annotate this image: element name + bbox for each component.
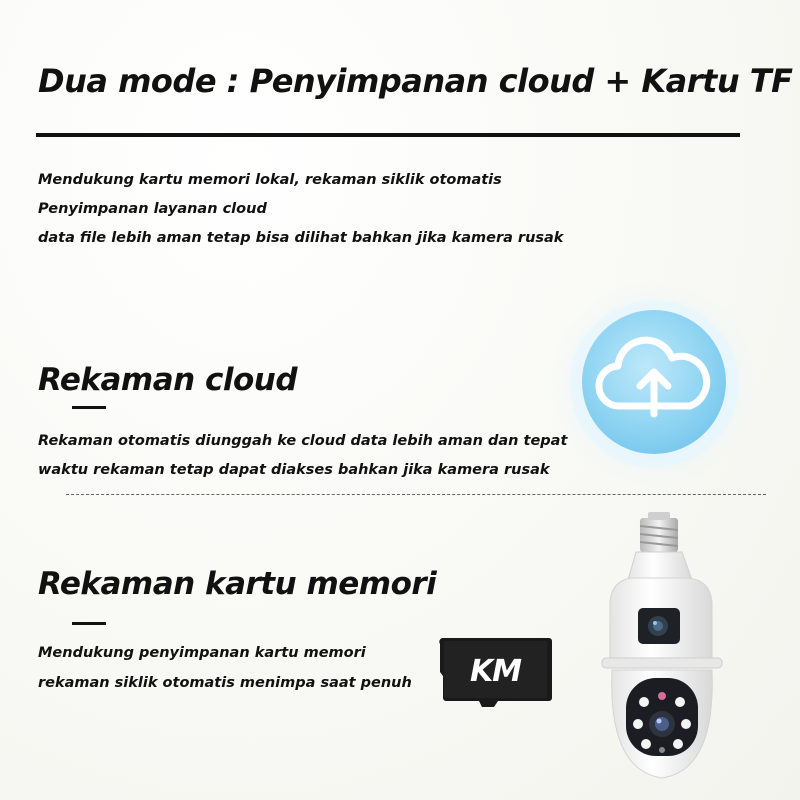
memory-title-underline [72,622,106,625]
cloud-title-underline [72,406,106,409]
memory-card-image [438,636,553,716]
memory-card-label: KM [469,654,522,689]
intro-line: Penyimpanan layanan cloud [38,201,267,217]
cloud-section-text [38,427,567,485]
cloud-line: Rekaman otomatis diunggah ke cloud data lebih aman dan tepat [38,433,568,449]
title-divider [36,133,740,137]
section-divider [66,494,766,495]
intro-line: data file lebih aman tetap bisa dilihat bahkan jika kamera rusak [38,230,564,246]
bulb-camera-image [588,510,738,800]
memory-line: rekaman siklik otomatis menimpa saat penuh [38,675,412,691]
intro-text [38,166,563,253]
intro-line: Mendukung kartu memori lokal, rekaman siklik otomatis [38,172,502,188]
memory-line: Mendukung penyimpanan kartu memori [38,645,366,661]
cloud-section-title: Rekaman cloud [38,362,298,398]
cloud-upload-icon [548,278,760,490]
memory-section-title: Rekaman kartu memori [38,566,437,602]
page-title: Dua mode : Penyimpanan cloud + Kartu TF [38,62,793,100]
cloud-line: waktu rekaman tetap dapat diakses bahkan jika kamera rusak [38,462,550,478]
memory-section-text [38,638,412,698]
